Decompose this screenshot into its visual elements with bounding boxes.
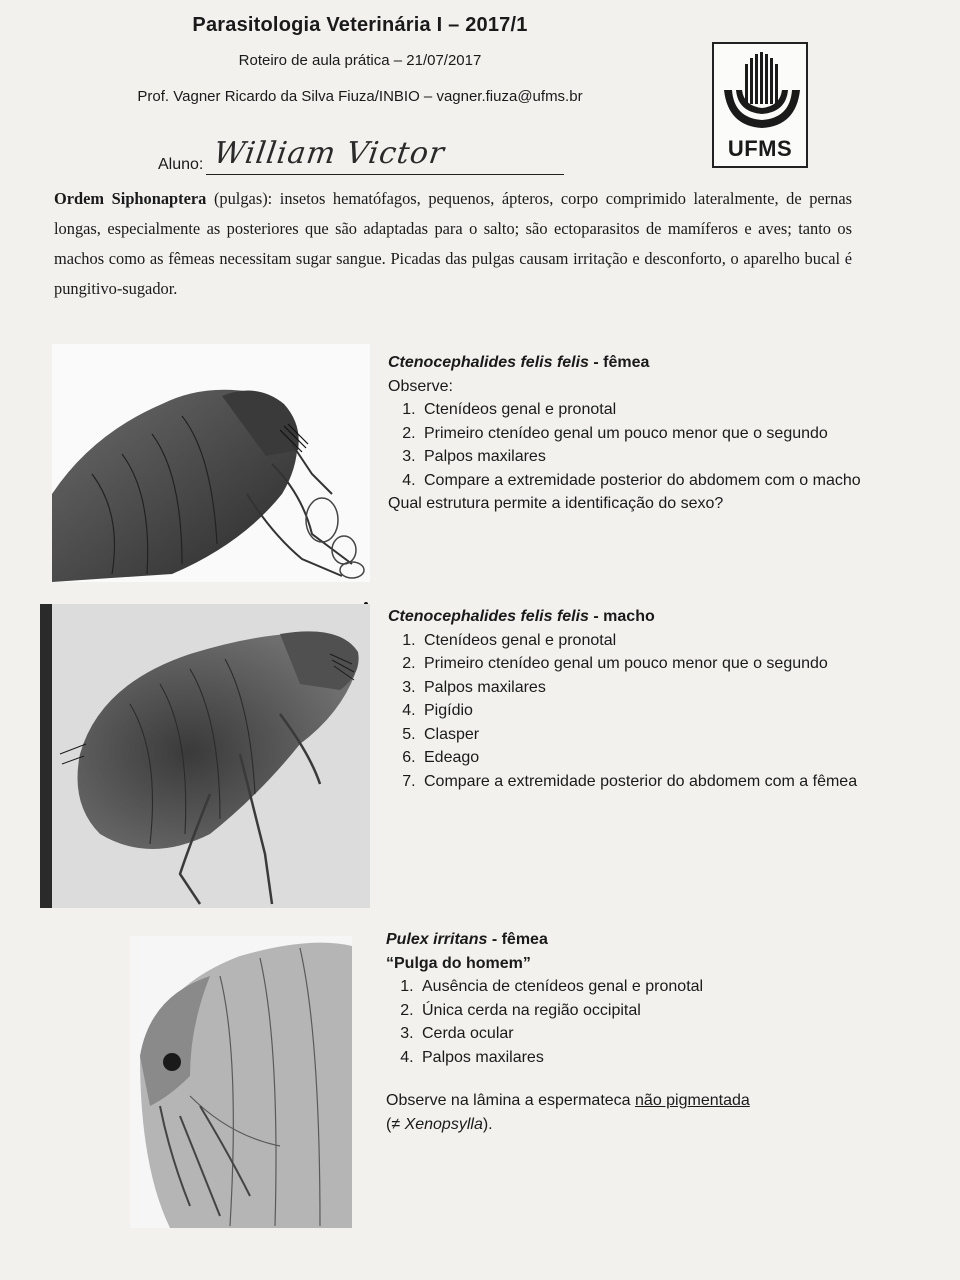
note-text: Observe na lâmina a espermateca (386, 1092, 636, 1109)
page-title: Parasitologia Veterinária I – 2017/1 (192, 14, 528, 36)
student-label: Aluno: (158, 156, 204, 173)
list-item: 1. Ctenídeos genal e pronotal (420, 629, 868, 653)
note-open: (≠ (386, 1115, 405, 1133)
section-heading (388, 605, 868, 629)
slide-note-comparison (386, 1113, 866, 1137)
slide-note (386, 1089, 866, 1113)
species-sex: - macho (588, 608, 655, 625)
page-subtitle: Roteiro de aula prática – 21/07/2017 (238, 52, 482, 69)
species-sex: - fêmea (487, 931, 548, 948)
professor-line: Prof. Vagner Ricardo da Silva Fiuza/INBIO – vagner.fiuza@ufms.br (137, 88, 583, 105)
list-item: 4. Pigídio (420, 699, 868, 723)
list-item: 4. Palpos maxilares (418, 1046, 866, 1070)
common-name: “Pulga do homem” (386, 954, 531, 972)
section-heading (386, 928, 866, 952)
list-item: 3. Palpos maxilares (420, 676, 868, 700)
student-line (206, 174, 564, 175)
note-underlined: não pigmentada (635, 1092, 750, 1109)
species-sex: - fêmea (588, 354, 650, 371)
intro-lead: Ordem Siphonaptera (54, 189, 207, 208)
list-item: 3. Palpos maxilares (420, 445, 868, 469)
intro-paragraph (54, 184, 852, 304)
list-item: 2. Primeiro ctenídeo genal um pouco menor que o segundo (420, 652, 868, 676)
note-genus: Xenopsylla (404, 1115, 483, 1133)
list-item: 5. Clasper (420, 723, 868, 747)
section-heading (388, 351, 868, 375)
list-item: 2. Primeiro ctenídeo genal um pouco menor que o segundo (420, 422, 868, 446)
student-field (158, 136, 578, 180)
note-close: ). (482, 1115, 493, 1133)
list-item: 4. Compare a extremidade posterior do abdomem com o macho (420, 469, 868, 493)
observation-list (388, 398, 868, 492)
student-signature: William Victor (211, 136, 448, 171)
flea-photo-pulex-irritans (130, 936, 352, 1228)
species-name: Ctenocephalides felis felis (388, 608, 589, 625)
section-pulex-irritans (386, 928, 866, 1136)
list-item: 1. Ctenídeos genal e pronotal (420, 398, 868, 422)
list-item: 3. Cerda ocular (418, 1022, 866, 1046)
section-ctenocephalides-female (388, 351, 868, 516)
ufms-logo (712, 42, 808, 168)
list-item: 6. Edeago (420, 746, 868, 770)
section-ctenocephalides-male (388, 605, 868, 793)
species-name: Ctenocephalides felis felis (388, 354, 589, 371)
list-item: 1. Ausência de ctenídeos genal e pronotal (418, 975, 866, 999)
list-item: 7. Compare a extremidade posterior do abdomem com a fêmea (420, 770, 868, 794)
species-name: Pulex irritans (386, 931, 488, 948)
observe-label: Observe: (388, 377, 453, 395)
observation-list (386, 975, 866, 1069)
observation-list (388, 629, 868, 794)
flea-photo-ctenocephalides-male (40, 604, 370, 908)
ufms-logo-text: UFMS (727, 136, 793, 161)
intro-text: (pulgas): insetos hematófagos, pequenos, ápteros, corpo comprimido lateralmente, de pernas longas, especialmente as posteriores que são adaptadas para o salto; são ectoparasitos de mamíferos e aves; tanto os machos como as fêmeas necessitam sugar sangue. Picadas das pulgas causam irritação e desconforto, o aparelho bucal é pungitivo-sugador. (54, 189, 852, 298)
list-item: 2. Única cerda na região occipital (418, 999, 866, 1023)
ufms-logo-mark-icon (720, 50, 804, 132)
flea-photo-ctenocephalides-female (52, 344, 370, 582)
question-text: Qual estrutura permite a identificação do sexo? (388, 495, 724, 512)
